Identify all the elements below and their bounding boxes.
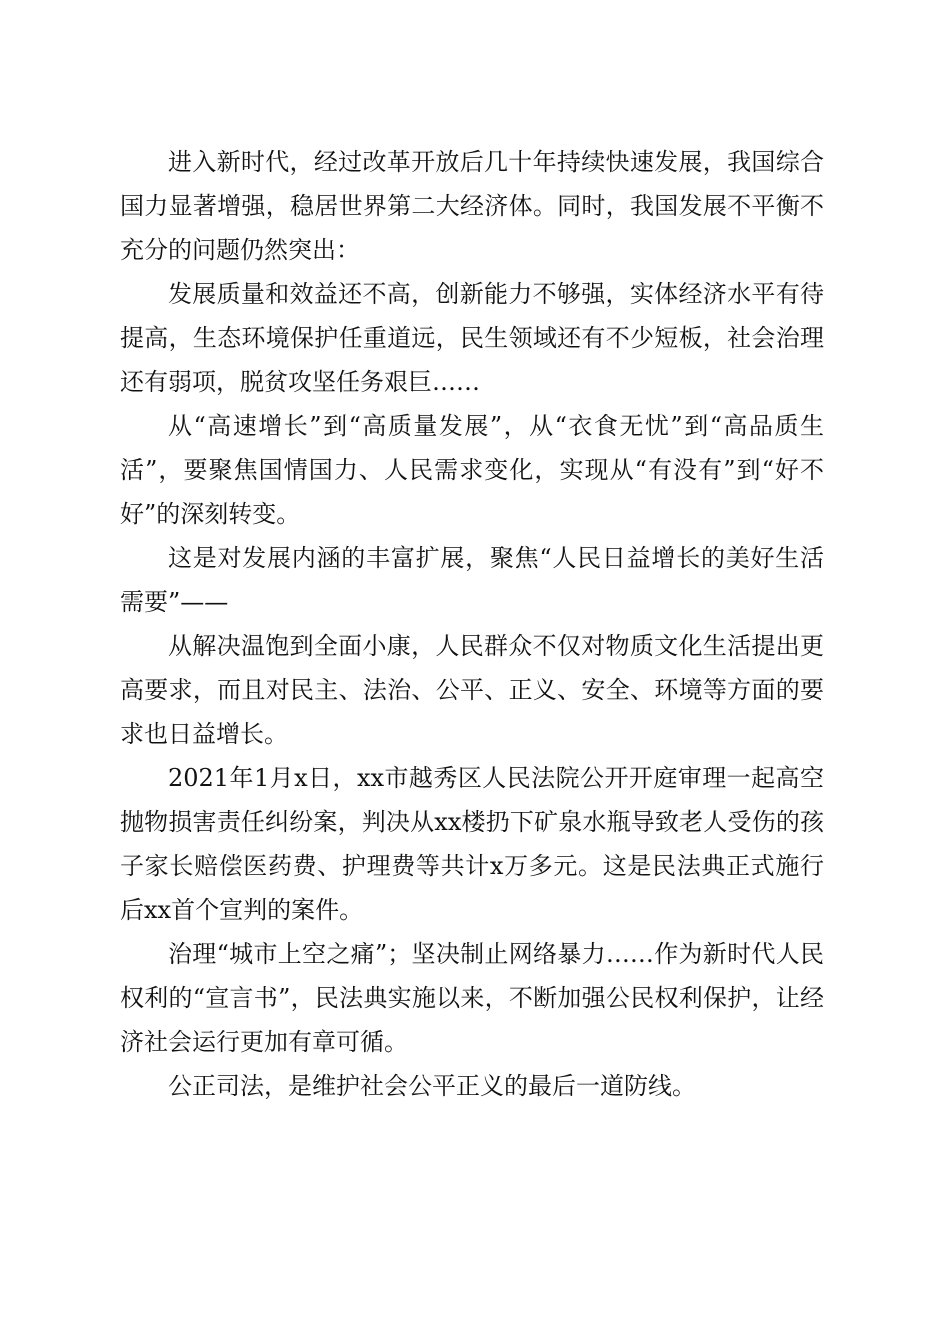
paragraph-6: 2021年1月x日，xx市越秀区人民法院公开开庭审理一起高空抛物损害责任纠纷案，判决从xx楼扔下矿泉水瓶导致老人受伤的孩子家长赔偿医药费、护理费等共计x万多元。这是民法典正式施行后xx首个宣判的案件。 <box>120 764 824 924</box>
paragraph-4: 这是对发展内涵的丰富扩展，聚焦“人民日益增长的美好生活需要”—— <box>120 544 824 616</box>
document-body <box>120 140 824 1108</box>
paragraph-3: 从“高速增长”到“高质量发展”，从“衣食无忧”到“高品质生活”，要聚焦国情国力、人民需求变化，实现从“有没有”到“好不好”的深刻转变。 <box>120 412 824 528</box>
paragraph-8: 公正司法，是维护社会公平正义的最后一道防线。 <box>168 1072 696 1100</box>
paragraph-7: 治理“城市上空之痛”；坚决制止网络暴力……作为新时代人民权利的“宣言书”，民法典实施以来，不断加强公民权利保护，让经济社会运行更加有章可循。 <box>120 940 824 1056</box>
paragraph-1: 进入新时代，经过改革开放后几十年持续快速发展，我国综合国力显著增强，稳居世界第二大经济体。同时，我国发展不平衡不充分的问题仍然突出： <box>120 148 824 264</box>
paragraph-5: 从解决温饱到全面小康，人民群众不仅对物质文化生活提出更高要求，而且对民主、法治、公平、正义、安全、环境等方面的要求也日益增长。 <box>120 632 824 748</box>
paragraph-2: 发展质量和效益还不高，创新能力不够强，实体经济水平有待提高，生态环境保护任重道远，民生领域还有不少短板，社会治理还有弱项，脱贫攻坚任务艰巨…… <box>120 280 824 396</box>
